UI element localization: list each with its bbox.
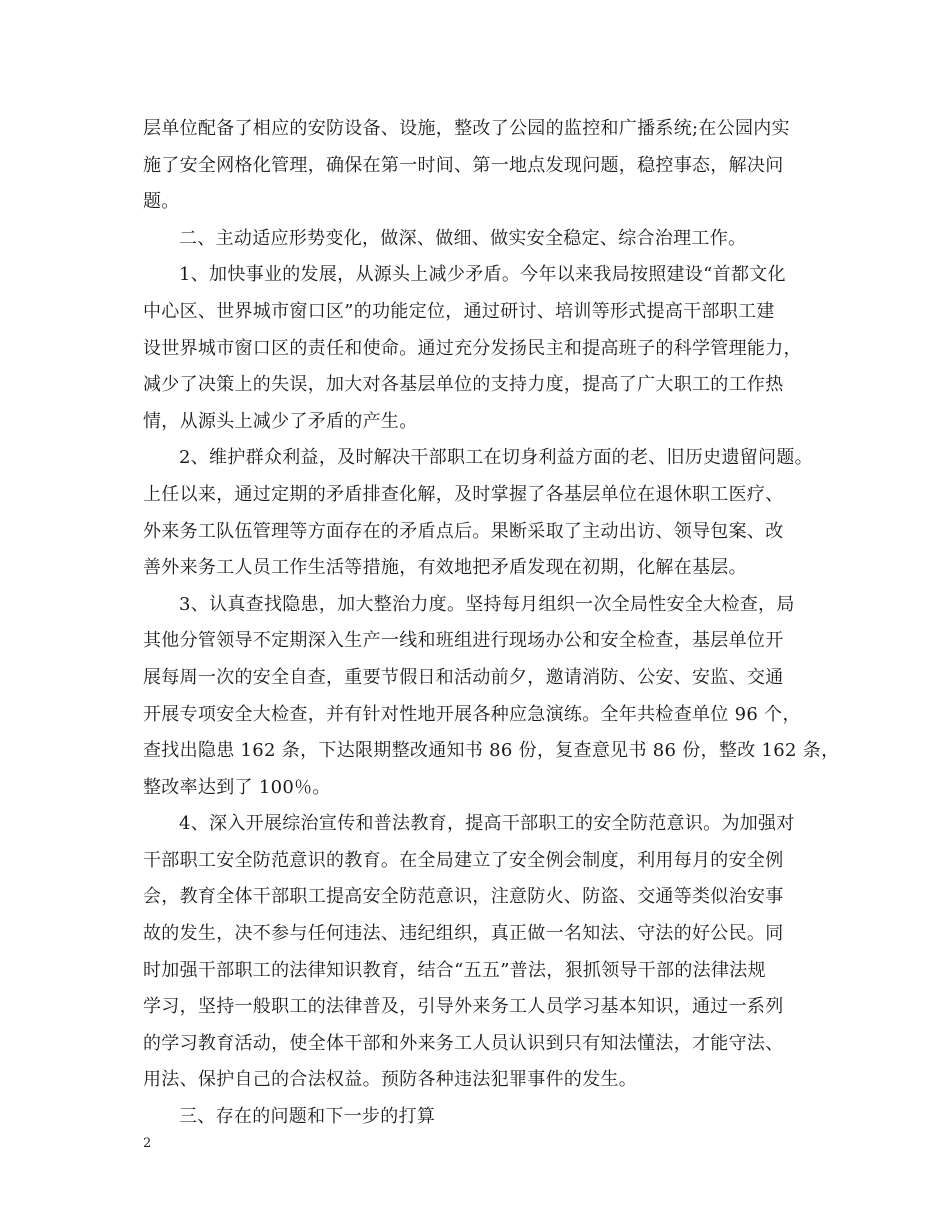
text-line: 题。 (143, 191, 180, 213)
paragraph-item-4 (143, 806, 823, 1099)
text-line: 会，教育全体干部职工提高安全防范意识，注意防火、防盗、交通等类似治安事 (143, 886, 784, 908)
text-line: 展每周一次的安全自查，重要节假日和活动前夕，邀请消防、公安、安监、交通 (143, 666, 784, 688)
text-line: 其他分管领导不定期深入生产一线和班组进行现场办公和安全检查，基层单位开 (143, 630, 784, 652)
text-line: 三、存在的问题和下一步的打算 (179, 1106, 436, 1128)
section-heading-3 (143, 1099, 823, 1136)
text-line: 2、维护群众利益，及时解决干部职工在切身利益方面的老、旧历史遗留问题。 (179, 447, 813, 469)
text-line: 外来务工队伍管理等方面存在的矛盾点后。果断采取了主动出访、领导包案、改 (143, 520, 784, 542)
text-line: 用法、保护自己的合法权益。预防各种违法犯罪事件的发生。 (143, 1069, 638, 1091)
paragraph-item-1 (143, 257, 823, 440)
text-line: 4、深入开展综治宣传和普法教育，提高干部职工的安全防范意识。为加强对 (179, 813, 795, 835)
text-line: 中心区、世界城市窗口区”的功能定位，通过研讨、培训等形式提高干部职工建 (143, 300, 775, 322)
text-line: 层单位配备了相应的安防设备、设施，整改了公园的监控和广播系统;在公园内实 (143, 118, 790, 139)
paragraph-continuation (143, 111, 823, 221)
text-line: 情，从源头上减少了矛盾的产生。 (143, 410, 418, 432)
text-line: 的学习教育活动，使全体干部和外来务工人员认识到只有知法懂法，才能守法、 (143, 1032, 784, 1054)
text-line: 故的发生，决不参与任何违法、违纪组织，真正做一名知法、守法的好公民。同 (143, 923, 784, 945)
text-line: 上任以来，通过定期的矛盾排查化解，及时掌握了各基层单位在退休职工医疗、 (143, 483, 784, 505)
page-number: 2 (143, 1136, 152, 1151)
text-line: 整改率达到了 100％。 (143, 776, 331, 798)
text-line: 开展专项安全大检查，并有针对性地开展各种应急演练。全年共检查单位 96 个， (143, 703, 801, 725)
paragraph-item-2 (143, 440, 823, 586)
document-body (143, 111, 840, 1136)
text-line: 3、认真查找隐患，加大整治力度。坚持每月组织一次全局性安全大检查，局 (179, 593, 795, 615)
text-line: 时加强干部职工的法律知识教育，结合“五五”普法，狠抓领导干部的法律法规 (143, 959, 766, 981)
text-line: 善外来务工人员工作生活等措施，有效地把矛盾发现在初期，化解在基层。 (143, 557, 747, 579)
text-line: 学习，坚持一般职工的法律普及，引导外来务工人员学习基本知识，通过一系列 (143, 996, 784, 1018)
paragraph-item-3 (143, 587, 840, 807)
text-line: 二、主动适应形势变化，做深、做细、做实安全稳定、综合治理工作。 (179, 227, 747, 249)
text-line: 1、加快事业的发展，从源头上减少矛盾。今年以来我局按照建设“首都文化 (179, 264, 786, 286)
section-heading-2 (143, 221, 823, 258)
text-line: 设世界城市窗口区的责任和使命。通过充分发扬民主和提高班子的科学管理能力， (143, 337, 802, 359)
text-line: 施了安全网格化管理，确保在第一时间、第一地点发现问题，稳控事态，解决问 (143, 154, 784, 176)
text-line: 减少了决策上的失误，加大对各基层单位的支持力度，提高了广大职工的工作热 (143, 374, 784, 396)
text-line: 查找出隐患 162 条，下达限期整改通知书 86 份，复查意见书 86 份，整改 162 条， (143, 740, 840, 762)
text-line: 干部职工安全防范意识的教育。在全局建立了安全例会制度，利用每月的安全例 (143, 849, 784, 871)
